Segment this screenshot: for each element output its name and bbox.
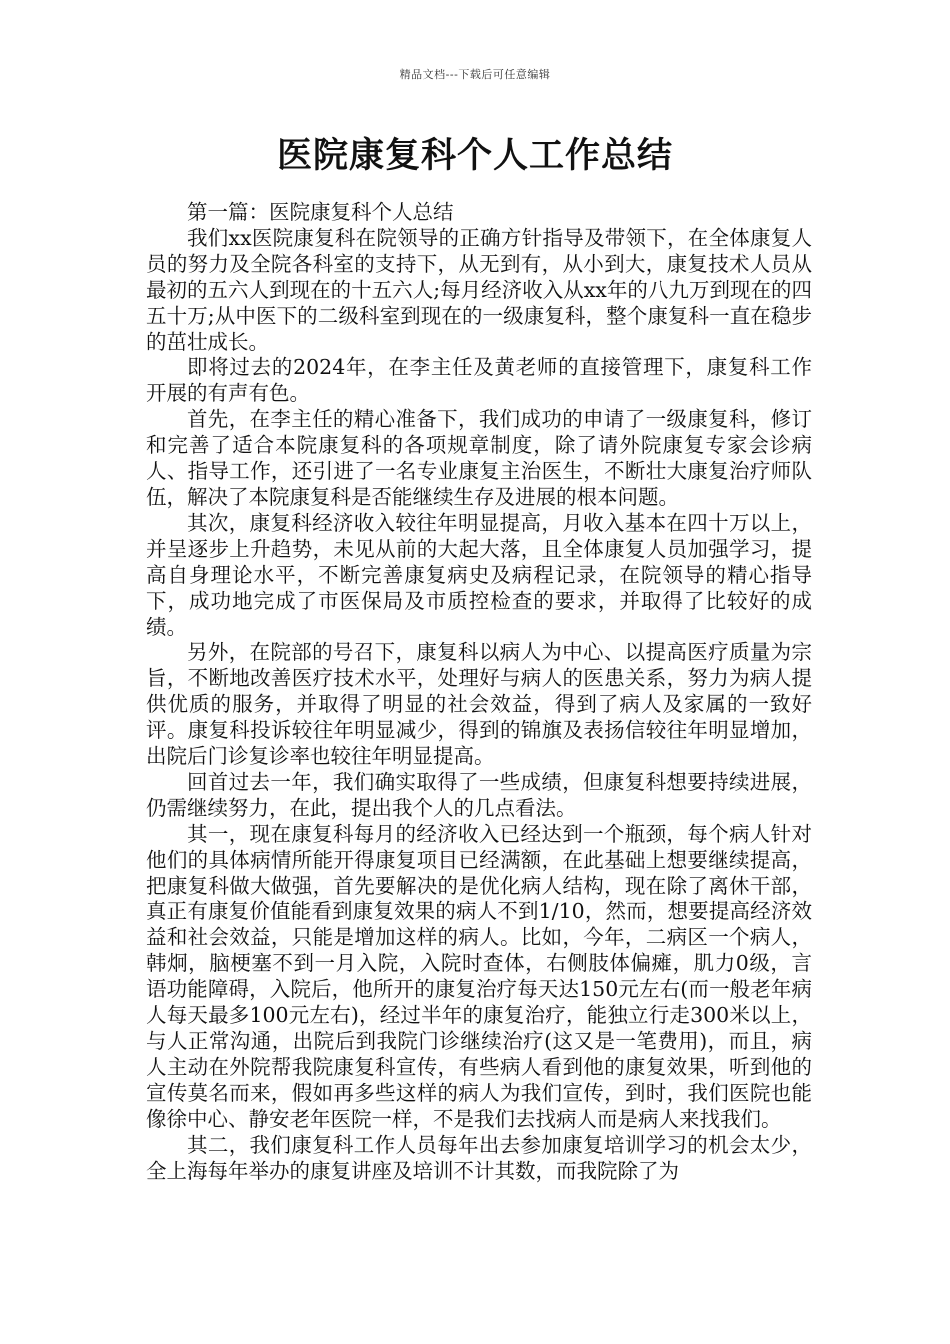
- paragraph: 其次，康复科经济收入较往年明显提高，月收入基本在四十万以上，并呈逐步上升趋势，未见从前的大起大落，且全体康复人员加强学习，提高自身理论水平，不断完善康复病史及病程记录，在院领导的精心指导下，成功地完成了市医保局及市质控检查的要求，并取得了比较好的成绩。: [146, 510, 812, 639]
- paragraph: 我们xx医院康复科在院领导的正确方针指导及带领下，在全体康复人员的努力及全院各科室的支持下，从无到有，从小到大，康复技术人员从最初的五六人到现在的十五六人;每月经济收入从xx年的八九万到现在的四五十万;从中医下的二级科室到现在的一级康复科，整个康复科一直在稳步的茁壮成长。: [146, 225, 812, 354]
- paragraph: 首先，在李主任的精心准备下，我们成功的申请了一级康复科，修订和完善了适合本院康复科的各项规章制度，除了请外院康复专家会诊病人、指导工作，还引进了一名专业康复主治医生，不断壮大康复治疗师队伍，解决了本院康复科是否能继续生存及进展的根本问题。: [146, 407, 812, 509]
- document-subtitle: 第一篇：医院康复科个人总结: [187, 200, 454, 224]
- document-body: [146, 200, 812, 1184]
- paragraph: 其一，现在康复科每月的经济收入已经达到一个瓶颈，每个病人针对他们的具体病情所能开得康复项目已经满额，在此基础上想要继续提高，把康复科做大做强，首先要解决的是优化病人结构，现在除了离休干部，真正有康复价值能看到康复效果的病人不到1/10，然而，想要提高经济效益和社会效益，只能是增加这样的病人。比如，今年，二病区一个病人，韩炯，脑梗塞不到一月入院，入院时查体，右侧肢体偏瘫，肌力0级，言语功能障碍，入院后，他所开的康复治疗每天达150元左右(而一般老年病人每天最多100元左右)，经过半年的康复治疗，能独立行走300米以上，与人正常沟通，出院后到我院门诊继续治疗(这又是一笔费用)，而且，病人主动在外院帮我院康复科宣传，有些病人看到他的康复效果，听到他的宣传莫名而来，假如再多些这样的病人为我们宣传，到时，我们医院也能像徐中心、静安老年医院一样，不是我们去找病人而是病人来找我们。: [146, 821, 812, 1131]
- paragraph: 其二，我们康复科工作人员每年出去参加康复培训学习的机会太少，全上海每年举办的康复讲座及培训不计其数，而我院除了为: [146, 1132, 812, 1183]
- document-title: 医院康复科个人工作总结: [276, 135, 673, 176]
- paragraph: 另外，在院部的号召下，康复科以病人为中心、以提高医疗质量为宗旨，不断地改善医疗技术水平，处理好与病人的医患关系，努力为病人提供优质的服务，并取得了明显的社会效益，得到了病人及家属的一致好评。康复科投诉较往年明显减少，得到的锦旗及表扬信较往年明显增加，出院后门诊复诊率也较往年明显提高。: [146, 640, 812, 769]
- header-note: 精品文档---下载后可任意编辑: [399, 68, 551, 81]
- paragraph: 回首过去一年，我们确实取得了一些成绩，但康复科想要持续进展，仍需继续努力，在此，提出我个人的几点看法。: [146, 769, 812, 820]
- paragraph: 即将过去的2024年，在李主任及黄老师的直接管理下，康复科工作开展的有声有色。: [146, 355, 812, 406]
